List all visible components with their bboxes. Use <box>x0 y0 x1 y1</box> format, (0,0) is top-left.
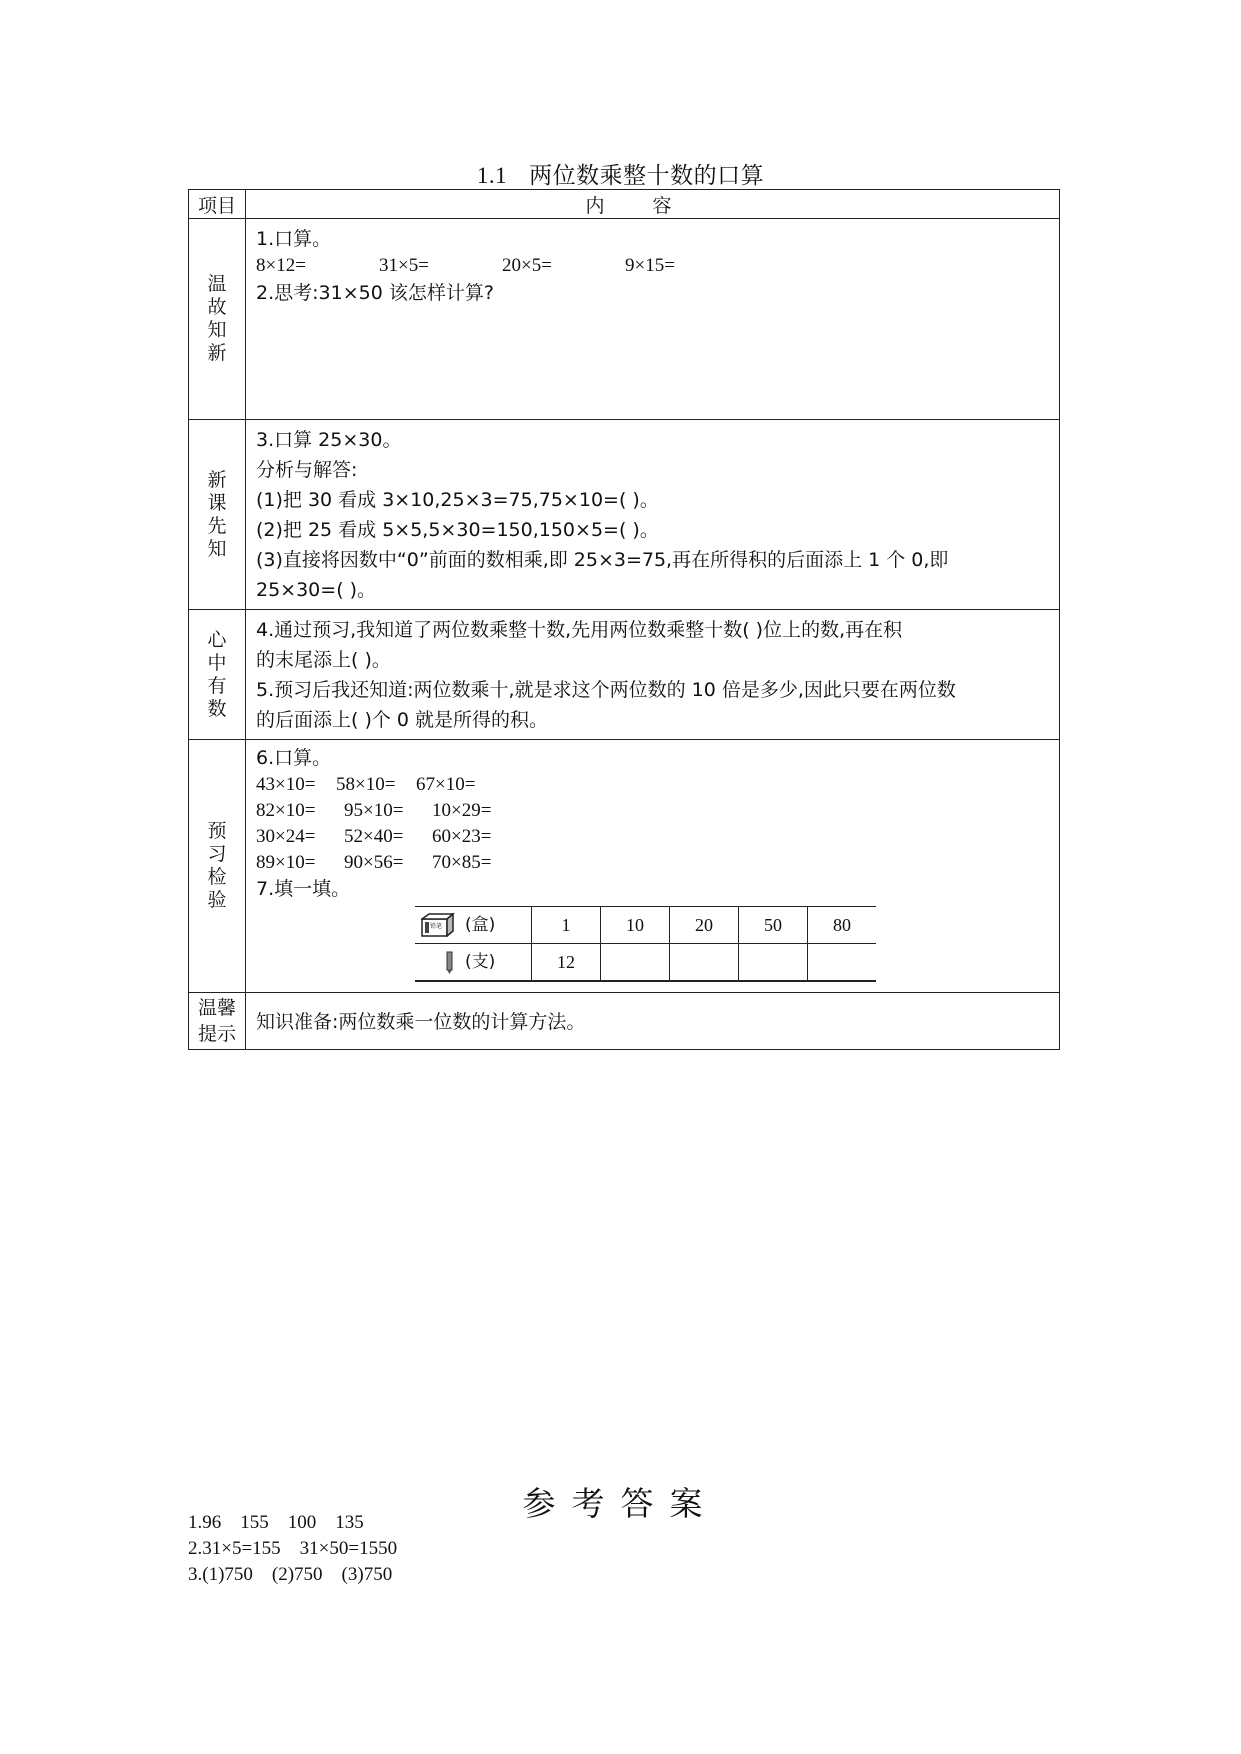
calc-item: 95×10= <box>344 800 404 821</box>
question-2: 2.思考:31×50 该怎样计算? <box>256 282 494 304</box>
calc-item: 82×10= <box>256 800 316 821</box>
calc-item: 67×10= <box>416 774 476 795</box>
calc-item: 58×10= <box>336 774 396 795</box>
fill-cell-blank[interactable] <box>808 944 877 982</box>
header-item: 项目 <box>189 190 246 219</box>
calc-row <box>256 850 1049 876</box>
question-1: 1.口算。 <box>256 228 332 250</box>
calc-item: 89×10= <box>256 852 316 873</box>
preview-table <box>188 189 1060 1050</box>
question-4-cont: 的末尾添上( )。 <box>256 649 391 671</box>
fill-cell-blank[interactable] <box>601 944 670 982</box>
header-content: 内容 <box>246 190 1060 219</box>
section-summary <box>189 610 1060 740</box>
section-label: 心中有数 <box>207 628 227 720</box>
calc-item: 60×23= <box>432 826 492 847</box>
calc-row <box>256 824 1049 850</box>
question-4: 4.通过预习,我知道了两位数乘整十数,先用两位数乘整十数( )位上的数,再在积 <box>256 619 903 641</box>
answers-list <box>188 1510 397 1588</box>
pencil-box-icon <box>421 913 455 937</box>
title-number: 1.1 <box>476 163 508 188</box>
calc-item: 20×5= <box>502 255 552 276</box>
unit-pencil: (支) <box>465 952 496 972</box>
section-check <box>189 740 1060 993</box>
section-label: 预习检验 <box>207 820 227 911</box>
calc-item: 8×12= <box>256 255 306 276</box>
calc-item: 10×29= <box>432 800 492 821</box>
fill-cell: 20 <box>670 907 739 944</box>
answer-line: 2.31×5=155 31×50=1550 <box>188 1538 398 1559</box>
section-label: 温故知新 <box>207 273 227 364</box>
calc-item: 70×85= <box>432 852 492 873</box>
header-row <box>189 190 1060 219</box>
question-5: 5.预习后我还知道:两位数乘十,就是求这个两位数的 10 倍是多少,因此只要在两位数 <box>256 679 956 701</box>
fill-in-table <box>415 906 876 982</box>
pencil-icon <box>421 949 455 975</box>
unit-box: (盒) <box>465 915 496 935</box>
method-3-cont: 25×30=( )。 <box>256 579 377 601</box>
method-2: (2)把 25 看成 5×5,5×30=150,150×5=( )。 <box>256 519 659 541</box>
section-label: 新课先知 <box>207 468 227 560</box>
calc-item: 90×56= <box>344 852 404 873</box>
fill-cell: 80 <box>808 907 877 944</box>
analysis-heading: 分析与解答: <box>256 459 358 481</box>
fill-cell: 10 <box>601 907 670 944</box>
answer-line: 1.96 155 100 135 <box>188 1512 364 1533</box>
question-3: 3.口算 25×30。 <box>256 429 402 451</box>
fill-cell: 12 <box>532 944 601 982</box>
method-1: (1)把 30 看成 3×10,25×3=75,75×10=( )。 <box>256 489 659 511</box>
question-5-cont: 的后面添上( )个 0 就是所得的积。 <box>256 709 549 731</box>
section-review <box>189 219 1060 420</box>
fill-cell-blank[interactable] <box>739 944 808 982</box>
title-text: 两位数乘整十数的口算 <box>529 163 765 189</box>
section-tips <box>189 993 1060 1050</box>
calc-row <box>256 798 1049 824</box>
calc-row <box>256 772 1049 798</box>
fill-cell: 1 <box>532 907 601 944</box>
method-3: (3)直接将因数中“0”前面的数相乘,即 25×3=75,再在所得积的后面添上 1 个 0,即 <box>256 549 949 571</box>
fill-row-boxes <box>415 907 876 944</box>
fill-cell: 50 <box>739 907 808 944</box>
box-icon-text: 铅笔 <box>429 923 443 930</box>
calc-item: 43×10= <box>256 774 316 795</box>
answer-line: 3.(1)750 (2)750 (3)750 <box>188 1564 393 1585</box>
fill-row-pencils <box>415 944 876 982</box>
page-title <box>0 157 1241 190</box>
answers-title: 参考答案 <box>522 1484 719 1523</box>
calc-item: 52×40= <box>344 826 404 847</box>
calc-item: 9×15= <box>625 255 675 276</box>
question-7: 7.填一填。 <box>256 878 351 900</box>
calc-item: 31×5= <box>379 255 429 276</box>
tip-text: 知识准备:两位数乘一位数的计算方法。 <box>256 1010 586 1033</box>
section-new-lesson <box>189 420 1060 610</box>
question-6: 6.口算。 <box>256 747 332 769</box>
section-label: 温馨提示 <box>197 997 236 1045</box>
calc-row <box>256 254 1049 278</box>
fill-cell-blank[interactable] <box>670 944 739 982</box>
calc-item: 30×24= <box>256 826 316 847</box>
